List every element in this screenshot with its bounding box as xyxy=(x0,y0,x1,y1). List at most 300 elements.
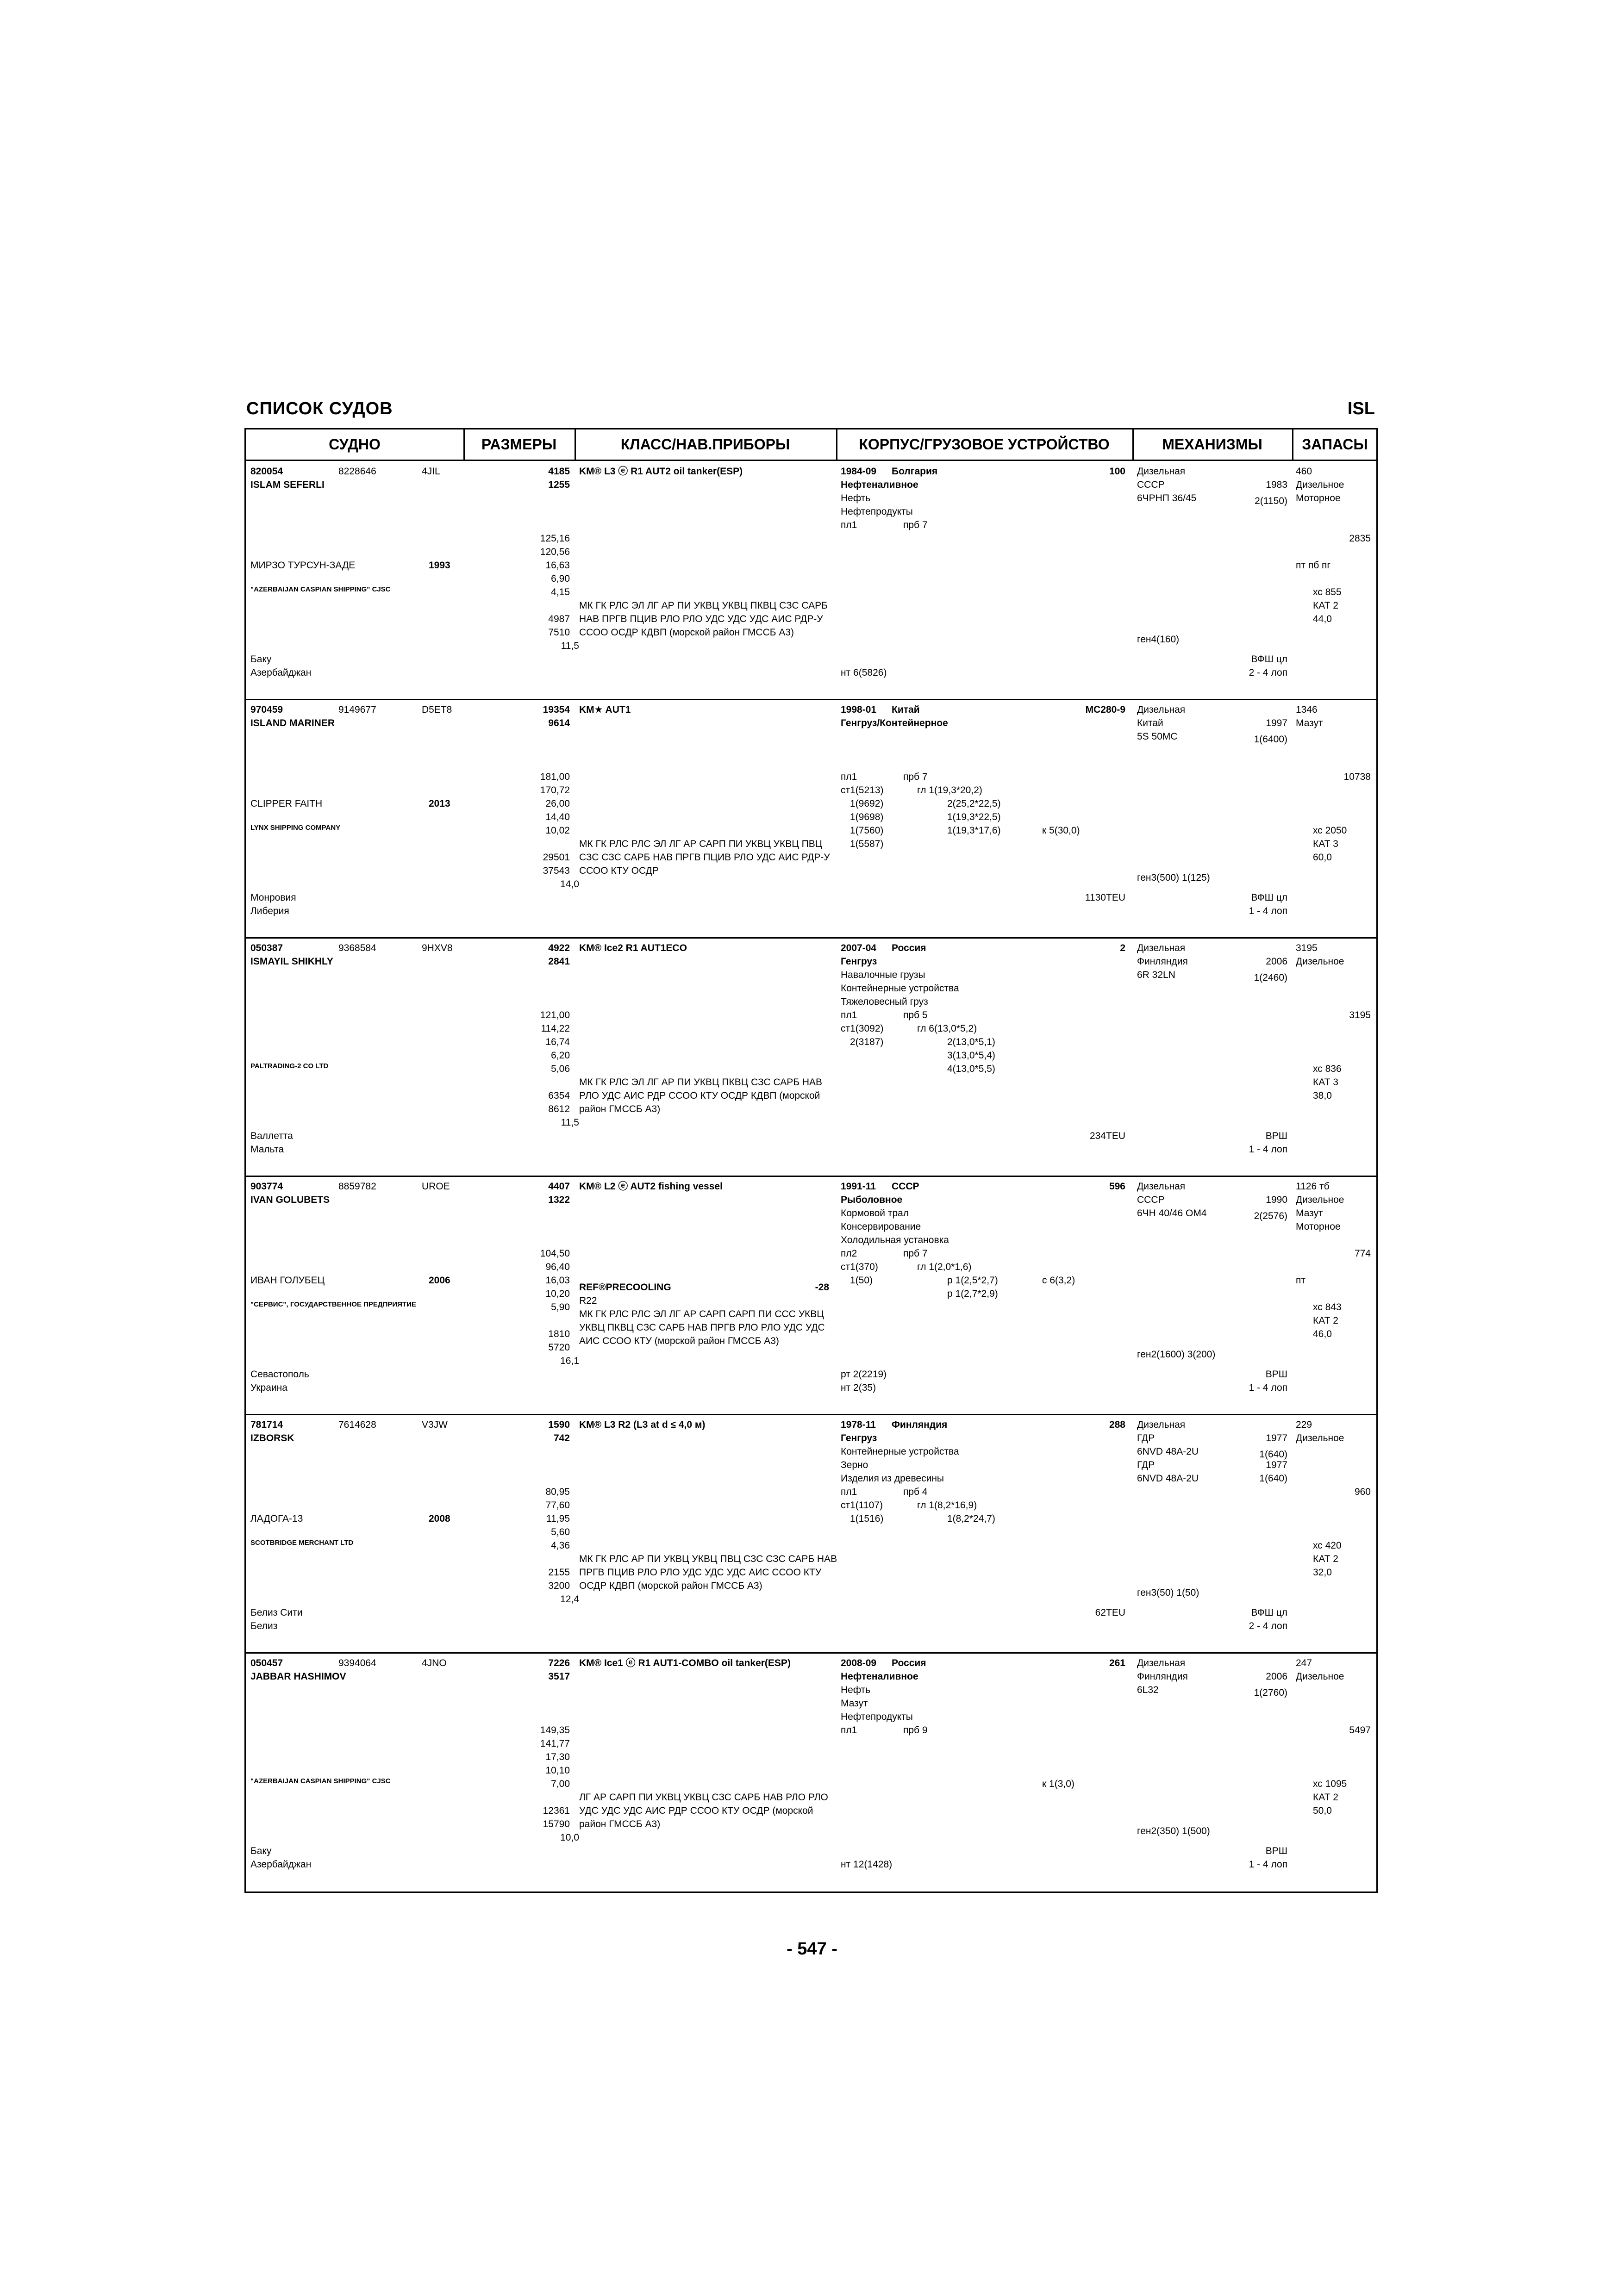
hatch-count: пл1 xyxy=(841,1010,857,1020)
dimension-value: 10,02 xyxy=(545,825,570,836)
home-port: Валлетта xyxy=(250,1131,293,1141)
dimension-value: 121,00 xyxy=(540,1010,570,1020)
header-mech: МЕХАНИЗМЫ xyxy=(1162,436,1262,453)
stock-detail: КАТ 2 xyxy=(1313,1554,1338,1564)
build-country: Финляндия xyxy=(892,1419,948,1430)
hold-capacity: ст1(3092) xyxy=(841,1023,884,1034)
propeller-type: ВРШ xyxy=(1265,1131,1287,1141)
cargo-item: Консервирование xyxy=(841,1221,921,1232)
deadweight: 4922 xyxy=(548,943,570,953)
refrigeration-class: REF®PRECOOLING xyxy=(579,1282,671,1293)
net-tonnage: 12361 xyxy=(543,1805,570,1816)
engine-model: 6L32 xyxy=(1137,1685,1159,1695)
build-country: Россия xyxy=(892,1658,926,1668)
imo-number: 9394064 xyxy=(338,1658,376,1668)
hatch-type: прб 7 xyxy=(903,1248,928,1259)
engine-type: Дизельная xyxy=(1137,704,1186,715)
engine-type: Дизельная xyxy=(1137,1419,1186,1430)
hull-number: 2 xyxy=(1120,943,1125,953)
gross-tonnage: 1322 xyxy=(548,1195,570,1205)
engine2-model: 6NVD 48A-2U xyxy=(1137,1473,1199,1484)
stock-capacity: 5497 xyxy=(1349,1725,1371,1736)
container-capacity: 234TEU xyxy=(1089,1131,1125,1141)
cargo-item: Нефть xyxy=(841,1685,871,1695)
fuel-stock: 247 xyxy=(1296,1658,1312,1668)
hold-capacity: 1(7560) xyxy=(850,825,884,836)
engine-year: 1983 xyxy=(1266,479,1287,490)
fuel-stock: Моторное xyxy=(1296,1221,1341,1232)
stock-capacity: 10738 xyxy=(1343,772,1371,782)
dimension-value: 7,00 xyxy=(551,1779,570,1789)
ship-record xyxy=(246,1177,1376,1415)
build-date: 2007-04 xyxy=(841,943,877,953)
engine-power: 2(2576) xyxy=(1254,1210,1287,1221)
fuel-stock: 1346 xyxy=(1296,704,1318,715)
hatch-type: прб 9 xyxy=(903,1725,928,1736)
hatch-count: пл2 xyxy=(841,1248,857,1259)
stock-detail: 60,0 xyxy=(1313,852,1332,863)
former-name: МИРЗО ТУРСУН-ЗАДЕ xyxy=(250,560,356,571)
engine-year: 2006 xyxy=(1266,956,1287,967)
class-notation: KM® L3 R2 (L3 at d ≤ 4,0 м) xyxy=(579,1419,706,1430)
stock-detail: 38,0 xyxy=(1313,1090,1332,1101)
propeller-type: ВФШ цл xyxy=(1251,892,1287,903)
dimension-value: 16,74 xyxy=(545,1037,570,1047)
cargo-item: Мазут xyxy=(841,1698,868,1709)
ship-name: ISLAND MARINER xyxy=(250,718,335,728)
hatch-size: 3(13,0*5,4) xyxy=(947,1050,995,1061)
propeller-blades: 1 - 4 лоп xyxy=(1249,906,1287,916)
displacement: 3200 xyxy=(548,1580,570,1591)
former-name-year: 1993 xyxy=(429,560,450,571)
generators: ген2(350) 1(500) xyxy=(1137,1825,1210,1836)
ship-record xyxy=(246,1654,1376,1892)
engine2-year: 1977 xyxy=(1266,1460,1287,1470)
stock-detail: хс 836 xyxy=(1313,1064,1342,1074)
ship-name: ISLAM SEFERLI xyxy=(250,479,325,490)
propeller-type: ВФШ цл xyxy=(1251,1607,1287,1618)
engine-model: 6R 32LN xyxy=(1137,970,1175,980)
flag: Азербайджан xyxy=(250,667,312,678)
speed: 11,5 xyxy=(561,1117,579,1128)
container-capacity: 1130TEU xyxy=(1085,892,1125,903)
dimension-value: 80,95 xyxy=(545,1487,570,1497)
owner: "AZERBAIJAN CASPIAN SHIPPING" CJSC xyxy=(250,585,391,593)
header-dims: РАЗМЕРЫ xyxy=(481,436,557,453)
former-name-year: 2006 xyxy=(429,1275,450,1286)
displacement: 7510 xyxy=(548,627,570,638)
dimension-value: 10,10 xyxy=(545,1765,570,1776)
ship-name: ISMAYIL SHIKHLY xyxy=(250,956,333,967)
ship-type: Рыболовное xyxy=(841,1195,903,1205)
engine-country: СССР xyxy=(1137,479,1165,490)
hold-capacity: 2(3187) xyxy=(850,1037,884,1047)
class-notation: KM® Ice2 R1 AUT1ECO xyxy=(579,943,687,953)
stock-detail: хс 855 xyxy=(1313,587,1342,597)
fuel-stock: 229 xyxy=(1296,1419,1312,1430)
hold-capacity: 1(5587) xyxy=(850,839,884,849)
dimension-value: 96,40 xyxy=(545,1262,570,1272)
flag: Мальта xyxy=(250,1144,284,1155)
header-class: КЛАСС/НАВ.ПРИБОРЫ xyxy=(620,436,790,453)
dimension-value: 4,36 xyxy=(551,1540,570,1551)
hold-capacity: 1(9692) xyxy=(850,798,884,809)
engine-country: Финляндия xyxy=(1137,956,1188,967)
cargo-item: Тяжеловесный груз xyxy=(841,996,928,1007)
owner: SCOTBRIDGE MERCHANT LTD xyxy=(250,1539,354,1547)
dimension-value: 104,50 xyxy=(540,1248,570,1259)
owner: PALTRADING-2 CO LTD xyxy=(250,1062,329,1070)
propeller-blades: 1 - 4 лоп xyxy=(1249,1382,1287,1393)
ship-type: Нефтеналивное xyxy=(841,1671,918,1682)
engine-power: 1(2460) xyxy=(1254,972,1287,983)
speed: 14,0 xyxy=(560,879,579,890)
engine-power: 1(6400) xyxy=(1254,734,1287,745)
hull-number: 288 xyxy=(1109,1419,1125,1430)
propeller-blades: 2 - 4 лоп xyxy=(1249,667,1287,678)
stock-detail: хс 1095 xyxy=(1313,1779,1347,1789)
dimension-value: 5,06 xyxy=(551,1064,570,1074)
page-number: - 547 - xyxy=(787,1939,837,1959)
propeller-blades: 2 - 4 лоп xyxy=(1249,1621,1287,1631)
gross-tonnage: 3517 xyxy=(548,1671,570,1682)
hatch-size: гл 1(8,2*16,9) xyxy=(917,1500,977,1511)
gross-tonnage: 9614 xyxy=(548,718,570,728)
cargo-item: Холодильная установка xyxy=(841,1235,949,1245)
dimension-value: 16,63 xyxy=(545,560,570,571)
propeller-blades: 1 - 4 лоп xyxy=(1249,1144,1287,1155)
reg-number: 820054 xyxy=(250,466,283,477)
generators: ген2(1600) 3(200) xyxy=(1137,1349,1216,1360)
nav-instruments: МК ГК РЛС РЛС ЭЛ ЛГ АР САРП САРП ПИ ССС УКВЦ УКВЦ ПКВЦ СЗС САРБ НАВ ПРГВ РЛО РЛО УДС УДС АИС ССОО КТУ (морской район ГМССБ А3) xyxy=(579,1308,825,1346)
cargo-item: Контейнерные устройства xyxy=(841,983,959,994)
hatch-type: прб 5 xyxy=(903,1010,928,1020)
imo-number: 9368584 xyxy=(338,943,376,953)
engine-country: ГДР xyxy=(1137,1433,1155,1444)
hatch-count: пл1 xyxy=(841,1725,857,1736)
tank-capacity: нт 6(5826) xyxy=(841,667,887,678)
home-port: Баку xyxy=(250,654,272,665)
dimension-value: 181,00 xyxy=(540,772,570,782)
dimension-value: 4,15 xyxy=(551,587,570,597)
engine-year: 2006 xyxy=(1266,1671,1287,1682)
former-name-year: 2013 xyxy=(429,798,450,809)
generators: ген4(160) xyxy=(1137,634,1180,645)
build-date: 1984-09 xyxy=(841,466,877,477)
dimension-value: 6,20 xyxy=(551,1050,570,1061)
engine-power: 2(1150) xyxy=(1255,495,1287,506)
hold-capacity: ст1(5213) xyxy=(841,785,884,796)
fuel-stock: 1126 тб xyxy=(1296,1181,1330,1192)
dimension-value: 14,40 xyxy=(545,812,570,822)
deadweight: 4407 xyxy=(548,1181,570,1192)
fuel-stock: Дизельное xyxy=(1296,1195,1344,1205)
refrigerated-holds: рт 2(2219) xyxy=(841,1369,887,1380)
dimension-value: 170,72 xyxy=(540,785,570,796)
propeller-type: ВФШ цл xyxy=(1251,654,1287,665)
cargo-item: Изделия из древесины xyxy=(841,1473,944,1484)
dimension-value: 11,95 xyxy=(546,1513,570,1524)
stock-detail: КАТ 2 xyxy=(1313,600,1338,611)
flag: Азербайджан xyxy=(250,1859,312,1870)
engine-type: Дизельная xyxy=(1137,1181,1186,1192)
stock-detail: 46,0 xyxy=(1313,1329,1332,1339)
call-sign: UROE xyxy=(422,1181,450,1192)
generators: ген3(50) 1(50) xyxy=(1137,1587,1199,1598)
header-hull: КОРПУС/ГРУЗОВОЕ УСТРОЙСТВО xyxy=(859,436,1110,453)
owner: LYNX SHIPPING COMPANY xyxy=(250,824,341,832)
ship-name: JABBAR HASHIMOV xyxy=(250,1671,346,1682)
propeller-type: ВРШ xyxy=(1265,1846,1287,1856)
engine-power: 1(640) xyxy=(1259,1449,1287,1460)
generators: ген3(500) 1(125) xyxy=(1137,872,1210,883)
hatch-count: пл1 xyxy=(841,1487,857,1497)
engine-type: Дизельная xyxy=(1137,466,1186,477)
cargo-item: Контейнерные устройства xyxy=(841,1446,959,1457)
displacement: 15790 xyxy=(543,1819,570,1829)
call-sign: V3JW xyxy=(422,1419,448,1430)
hatch-size: 2(13,0*5,1) xyxy=(947,1037,995,1047)
deadweight: 19354 xyxy=(543,704,570,715)
speed: 10,0 xyxy=(560,1832,579,1843)
hull-number: 596 xyxy=(1109,1181,1125,1192)
cargo-item: Нефтепродукты xyxy=(841,506,913,517)
dimension-value: 5,90 xyxy=(551,1302,570,1313)
imo-number: 7614628 xyxy=(338,1419,376,1430)
hatch-size: гл 1(19,3*20,2) xyxy=(917,785,982,796)
engine-model: 6ЧРНП 36/45 xyxy=(1137,493,1197,504)
header-ship: СУДНО xyxy=(329,436,381,453)
dimension-value: 125,16 xyxy=(540,533,570,544)
hull-number: MC280-9 xyxy=(1085,704,1125,715)
stock-types: пт пб пг xyxy=(1296,560,1331,571)
stock-detail: 44,0 xyxy=(1313,614,1332,624)
reg-number: 050457 xyxy=(250,1658,283,1668)
engine-country: Финляндия xyxy=(1137,1671,1188,1682)
speed: 16,1 xyxy=(560,1356,579,1366)
speed: 12,4 xyxy=(560,1594,579,1605)
cargo-item: Кормовой трал xyxy=(841,1208,909,1219)
cargo-gear: с 6(3,2) xyxy=(1042,1275,1075,1286)
hold-capacity: 1(50) xyxy=(850,1275,873,1286)
flag: Украина xyxy=(250,1382,287,1393)
deadweight: 7226 xyxy=(548,1658,570,1668)
call-sign: 4JNO xyxy=(422,1658,447,1668)
tank-capacity: нт 2(35) xyxy=(841,1382,876,1393)
imo-number: 8859782 xyxy=(338,1181,376,1192)
cargo-item: Нефть xyxy=(841,493,871,504)
table-header xyxy=(246,429,1376,461)
hull-number: 100 xyxy=(1109,466,1125,477)
dimension-value: 120,56 xyxy=(540,547,570,557)
hatch-size: 4(13,0*5,5) xyxy=(947,1064,995,1074)
engine-power: 1(2760) xyxy=(1254,1687,1287,1698)
displacement: 37543 xyxy=(543,865,570,876)
imo-number: 9149677 xyxy=(338,704,376,715)
net-tonnage: 4987 xyxy=(548,614,570,624)
stock-types: пт xyxy=(1296,1275,1305,1286)
class-notation: KM® L3 ⓔ R1 AUT2 oil tanker(ESP) xyxy=(579,466,743,477)
former-name: ИВАН ГОЛУБЕЦ xyxy=(250,1275,325,1286)
build-date: 1991-11 xyxy=(841,1181,876,1192)
page-code: ISL xyxy=(1347,399,1375,418)
hatch-size: 1(8,2*24,7) xyxy=(947,1513,995,1524)
engine-year: 1977 xyxy=(1266,1433,1287,1444)
engine-type: Дизельная xyxy=(1137,1658,1186,1668)
fuel-stock: Дизельное xyxy=(1296,1671,1344,1682)
displacement: 5720 xyxy=(548,1342,570,1353)
ship-record xyxy=(246,939,1376,1177)
former-name: ЛАДОГА-13 xyxy=(250,1513,303,1524)
engine-year: 1990 xyxy=(1266,1195,1287,1205)
stock-capacity: 774 xyxy=(1354,1248,1371,1259)
class-notation: KM★ AUT1 xyxy=(579,704,631,715)
stock-detail: КАТ 3 xyxy=(1313,839,1338,849)
dimension-value: 141,77 xyxy=(540,1738,570,1749)
gross-tonnage: 742 xyxy=(553,1433,570,1444)
nav-instruments: МК ГК РЛС АР ПИ УКВЦ УКВЦ ПВЦ СЗС СЗС САРБ НАВ ПРГВ ПЦИВ РЛО РЛО УДС УДС УДС АИС ССОО КТУ ОСДР КДВП (морской район ГМССБ А3) xyxy=(579,1554,837,1591)
dimension-value: 17,30 xyxy=(545,1752,570,1762)
page-title: СПИСОК СУДОВ xyxy=(246,399,393,418)
hatch-count: пл1 xyxy=(841,772,857,782)
gross-tonnage: 1255 xyxy=(548,479,570,490)
class-notation: KM® Ice1 ⓔ R1 AUT1-COMBO oil tanker(ESP) xyxy=(579,1658,791,1668)
net-tonnage: 2155 xyxy=(548,1567,570,1578)
stock-detail: 32,0 xyxy=(1313,1567,1332,1578)
dimension-value: 77,60 xyxy=(545,1500,570,1511)
build-date: 1998-01 xyxy=(841,704,877,715)
fuel-stock: Дизельное xyxy=(1296,956,1344,967)
fuel-stock: Моторное xyxy=(1296,493,1341,504)
build-date: 2008-09 xyxy=(841,1658,877,1668)
stock-detail: хс 2050 xyxy=(1313,825,1347,836)
home-port: Белиз Сити xyxy=(250,1607,303,1618)
hull-number: 261 xyxy=(1109,1658,1125,1668)
hatch-type: прб 7 xyxy=(903,772,928,782)
hatch-type: прб 7 xyxy=(903,520,928,530)
fuel-stock: Дизельное xyxy=(1296,479,1344,490)
imo-number: 8228646 xyxy=(338,466,376,477)
build-country: Китай xyxy=(892,704,920,715)
hold-capacity: 1(1516) xyxy=(850,1513,884,1524)
hold-capacity: ст1(370) xyxy=(841,1262,878,1272)
flag: Либерия xyxy=(250,906,289,916)
speed: 11,5 xyxy=(561,641,579,651)
fuel-stock: Дизельное xyxy=(1296,1433,1344,1444)
propeller-type: ВРШ xyxy=(1265,1369,1287,1380)
hatch-size: гл 1(2,0*1,6) xyxy=(917,1262,972,1272)
engine-country: Китай xyxy=(1137,718,1163,728)
nav-instruments: МК ГК РЛС ЭЛ ЛГ АР ПИ УКВЦ УКВЦ ПКВЦ СЗС САРБ НАВ ПРГВ ПЦИВ РЛО РЛО УДС УДС УДС АИС РДР-У ССОО ОСДР КДВП (морской район ГМССБ А3) xyxy=(579,600,828,638)
propeller-blades: 1 - 4 лоп xyxy=(1249,1859,1287,1870)
refrigerant: R22 xyxy=(579,1295,597,1306)
build-date: 1978-11 xyxy=(841,1419,876,1430)
build-country: Россия xyxy=(892,943,926,953)
ship-type: Генгруз xyxy=(841,956,877,967)
cargo-item: Зерно xyxy=(841,1460,868,1470)
dimension-value: 149,35 xyxy=(540,1725,570,1736)
fuel-stock: Мазут xyxy=(1296,1208,1323,1219)
dimension-value: 10,20 xyxy=(545,1288,570,1299)
hatch-type: прб 4 xyxy=(903,1487,928,1497)
former-name-year: 2008 xyxy=(429,1513,450,1524)
stock-capacity: 960 xyxy=(1354,1487,1371,1497)
gross-tonnage: 2841 xyxy=(548,956,570,967)
tank-capacity: нт 12(1428) xyxy=(841,1859,893,1870)
refrigeration-temp: -28 xyxy=(815,1282,829,1293)
net-tonnage: 6354 xyxy=(548,1090,570,1101)
class-notation: KM® L2 ⓔ AUT2 fishing vessel xyxy=(579,1181,723,1192)
reg-number: 781714 xyxy=(250,1419,283,1430)
fuel-stock: Мазут xyxy=(1296,718,1323,728)
hatch-size: р 1(2,5*2,7) xyxy=(947,1275,998,1286)
fuel-stock: 460 xyxy=(1296,466,1312,477)
owner: "AZERBAIJAN CASPIAN SHIPPING" CJSC xyxy=(250,1777,391,1785)
dimension-value: 26,00 xyxy=(545,798,570,809)
cargo-item: Навалочные грузы xyxy=(841,970,925,980)
engine2-country: ГДР xyxy=(1137,1460,1155,1470)
hold-capacity: 1(9698) xyxy=(850,812,884,822)
call-sign: 9HXV8 xyxy=(422,943,453,953)
ship-type: Нефтеналивное xyxy=(841,479,918,490)
call-sign: D5ET8 xyxy=(422,704,452,715)
call-sign: 4JIL xyxy=(422,466,440,477)
home-port: Баку xyxy=(250,1846,272,1856)
hatch-size: р 1(2,7*2,9) xyxy=(947,1288,998,1299)
ship-type: Генгруз/Контейнерное xyxy=(841,718,948,728)
hatch-size: гл 6(13,0*5,2) xyxy=(917,1023,977,1034)
stock-capacity: 3195 xyxy=(1349,1010,1371,1020)
ship-record xyxy=(246,700,1376,939)
owner: "СЕРВИС", ГОСУДАРСТВЕННОЕ ПРЕДПРИЯТИЕ xyxy=(250,1300,416,1308)
reg-number: 970459 xyxy=(250,704,283,715)
engine2-power: 1(640) xyxy=(1259,1473,1287,1484)
engine-model: 6ЧН 40/46 ОМ4 xyxy=(1137,1208,1207,1219)
engine-type: Дизельная xyxy=(1137,943,1186,953)
stock-detail: хс 843 xyxy=(1313,1302,1342,1313)
ship-name: IVAN GOLUBETS xyxy=(250,1195,330,1205)
build-country: СССР xyxy=(892,1181,919,1192)
engine-model: 5S 50MC xyxy=(1137,731,1178,742)
engine-country: СССР xyxy=(1137,1195,1165,1205)
hatch-count: пл1 xyxy=(841,520,857,530)
dimension-value: 114,22 xyxy=(541,1023,570,1034)
engine-model: 6NVD 48A-2U xyxy=(1137,1446,1199,1457)
nav-instruments: МК ГК РЛС ЭЛ ЛГ АР ПИ УКВЦ ПКВЦ СЗС САРБ НАВ РЛО УДС АИС РДР ССОО КТУ ОСДР КДВП (морской район ГМССБ А3) xyxy=(579,1077,823,1114)
hatch-size: 2(25,2*22,5) xyxy=(947,798,1001,809)
stock-detail: КАТ 3 xyxy=(1313,1077,1338,1088)
flag: Белиз xyxy=(250,1621,278,1631)
reg-number: 050387 xyxy=(250,943,283,953)
ship-record xyxy=(246,1415,1376,1654)
ship-record xyxy=(246,462,1376,700)
deadweight: 1590 xyxy=(548,1419,570,1430)
stock-capacity: 2835 xyxy=(1349,533,1371,544)
home-port: Монровия xyxy=(250,892,296,903)
dimension-value: 6,90 xyxy=(551,573,570,584)
hatch-size: 1(19,3*17,6) xyxy=(947,825,1001,836)
engine-year: 1997 xyxy=(1266,718,1287,728)
home-port: Севастополь xyxy=(250,1369,309,1380)
cargo-gear: к 1(3,0) xyxy=(1042,1779,1074,1789)
ship-type: Генгруз xyxy=(841,1433,877,1444)
ship-register-table xyxy=(244,428,1378,1893)
build-country: Болгария xyxy=(892,466,938,477)
hatch-size: 1(19,3*22,5) xyxy=(947,812,1001,822)
stock-detail: хс 420 xyxy=(1313,1540,1342,1551)
reg-number: 903774 xyxy=(250,1181,283,1192)
hold-capacity: ст1(1107) xyxy=(841,1500,883,1511)
